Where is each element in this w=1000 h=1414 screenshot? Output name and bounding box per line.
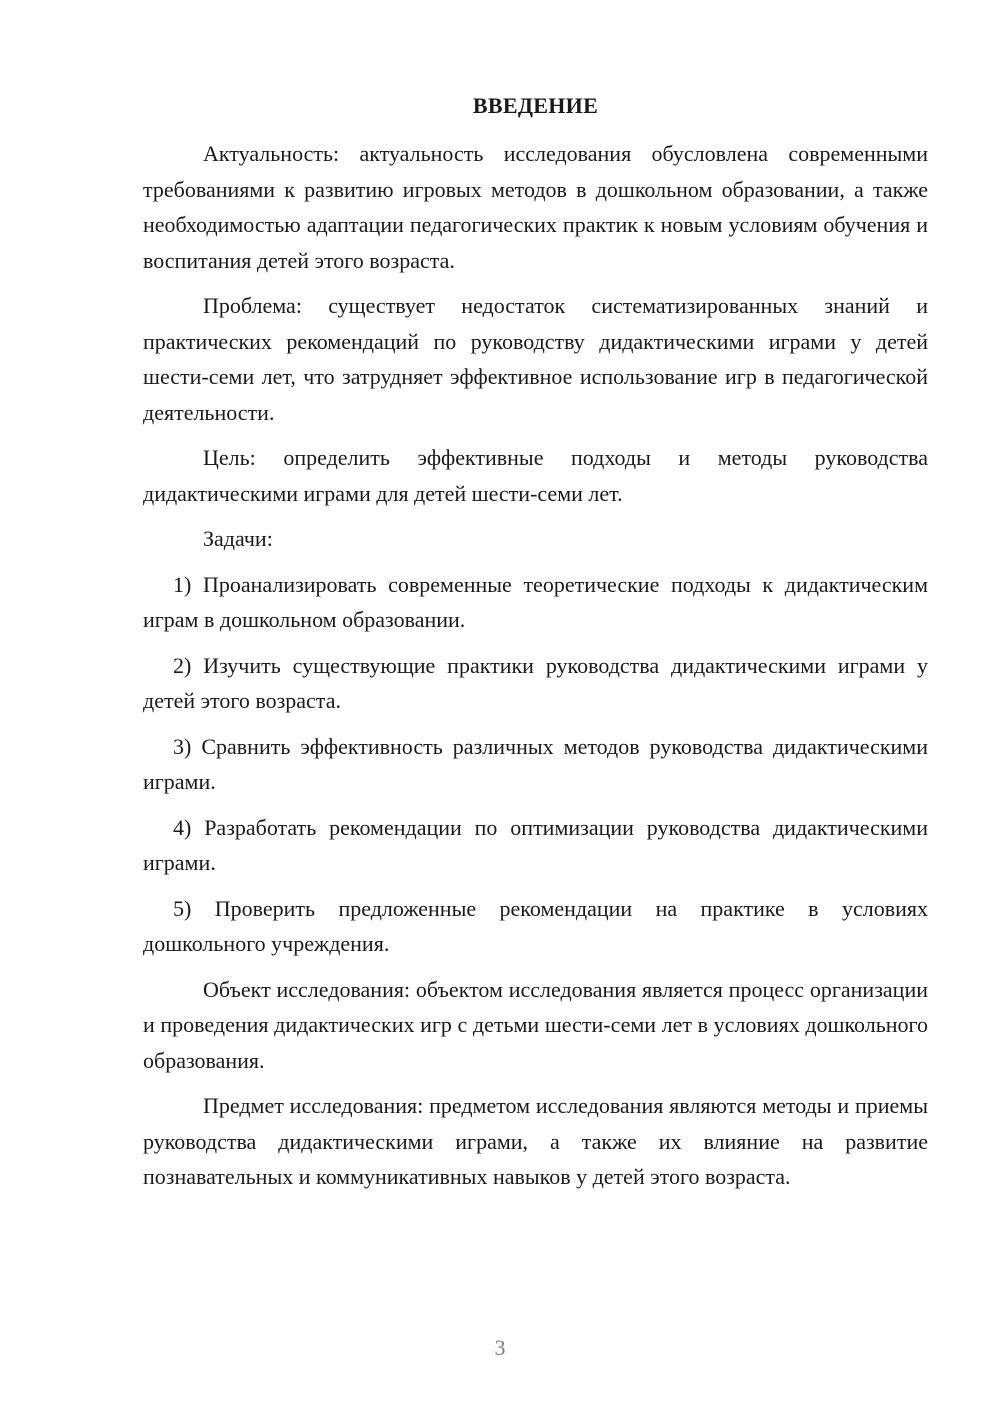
page-title: ВВЕДЕНИЕ	[472, 93, 599, 118]
document-page	[143, 90, 928, 1205]
object-paragraph: Объект исследования: объектом исследования является процесс организации и проведения дидактических игр с детьми шести-семи лет в условиях дошкольного образования.	[143, 976, 928, 1073]
subject-paragraph: Предмет исследования: предметом исследования являются методы и приемы руководства дидактическими играми, а также их влияние на развитие познавательных и коммуникативных навыков у детей этого возраста.	[143, 1093, 928, 1189]
relevance-paragraph: Актуальность: актуальность исследования обусловлена современными требованиями к развитию игровых методов в дошкольном образовании, а также необходимостью адаптации педагогических практик к новым условиям обучения и воспитания детей этого возраста.	[143, 141, 928, 273]
task-item-3: 3) Сравнить эффективность различных методов руководства дидактическими играми.	[143, 733, 928, 794]
tasks-label: Задачи:	[203, 526, 273, 551]
task-item-5: 5) Проверить предложенные рекомендации на практике в условиях дошкольного учреждения.	[143, 895, 928, 956]
task-item-2: 2) Изучить существующие практики руководства дидактическими играми у детей этого возраста.	[143, 652, 928, 713]
page-number: 3	[494, 1335, 506, 1360]
problem-paragraph: Проблема: существует недостаток систематизированных знаний и практических рекомендаций по руководству дидактическими играми у детей шести-семи лет, что затрудняет эффективное использование игр в педагогической деятельности.	[143, 293, 928, 425]
task-item-1: 1) Проанализировать современные теоретические подходы к дидактическим играм в дошкольном образовании.	[143, 571, 928, 632]
goal-paragraph: Цель: определить эффективные подходы и методы руководства дидактическими играми для детей шести-семи лет.	[143, 445, 928, 506]
task-item-4: 4) Разработать рекомендации по оптимизации руководства дидактическими играми.	[143, 814, 928, 875]
